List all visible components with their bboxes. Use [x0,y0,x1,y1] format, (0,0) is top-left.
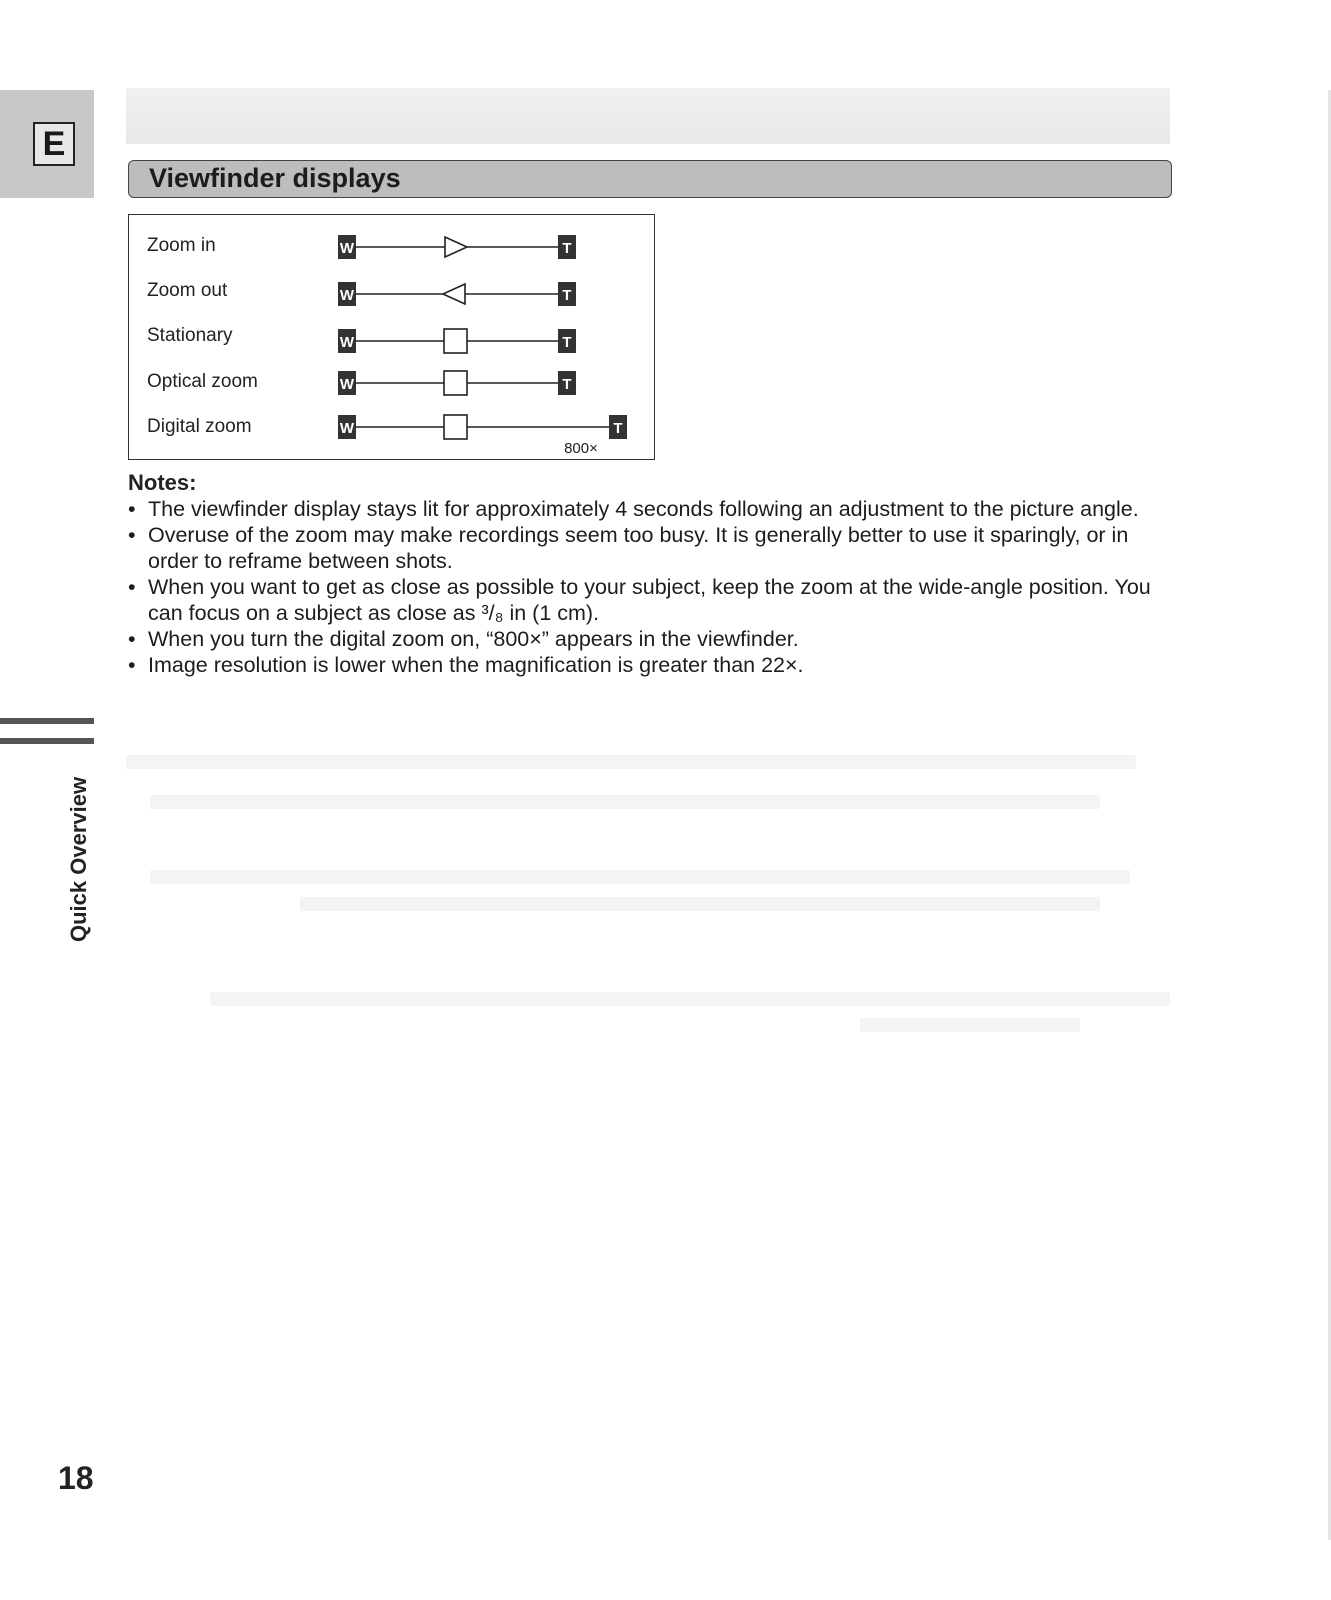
square-icon [444,371,467,395]
svg-text:W: W [339,287,355,304]
row-label-zoom-out: Zoom out [147,280,228,301]
section-side-label: Quick Overview [66,776,91,942]
language-indicator: E [33,122,75,166]
row-label-stationary: Stationary [147,325,233,346]
bleed-through-line [300,897,1100,911]
square-icon [444,329,467,353]
digital-zoom-value: 800× [564,440,598,457]
section-rule [0,718,94,724]
bleed-through-line [210,992,1170,1006]
svg-text:T: T [613,420,623,437]
svg-text:T: T [562,334,572,351]
svg-text:W: W [339,376,355,393]
note-item: • The viewfinder display stays lit for approximately 4 seconds following an adjustment to the picture angle. [128,496,1168,522]
page-number: 18 [58,1460,94,1496]
bleed-through-line [860,1018,1080,1032]
svg-text:T: T [562,240,572,257]
triangle-right-icon [445,237,467,257]
section-heading-bar [128,160,1172,198]
notes-title: Notes: [128,470,197,495]
zoom-bar-zoom-in [338,235,576,259]
zoom-bars-graphic [129,215,656,461]
svg-text:W: W [339,240,355,257]
note-item: • When you turn the digital zoom on, “800×” appears in the viewfinder. [128,626,1168,652]
zoom-bar-zoom-out [338,282,576,306]
square-icon [444,415,467,439]
row-label-digital-zoom: Digital zoom [147,416,252,437]
triangle-left-icon [443,284,465,304]
note-item: • Overuse of the zoom may make recordings seem too busy. It is generally better to use it sparingly, or in order to reframe between shots. [128,522,1168,574]
bleed-through-band [126,88,1170,144]
svg-text:T: T [562,287,572,304]
zoom-bar-optical-zoom [338,371,576,395]
svg-text:T: T [562,376,572,393]
zoom-bar-stationary [338,329,576,353]
section-rule [0,738,94,744]
bleed-through-line [126,755,1136,769]
notes-list [128,496,1168,678]
row-label-optical-zoom: Optical zoom [147,371,258,392]
bleed-through-line [150,870,1130,884]
viewfinder-zoom-table [128,214,655,460]
zoom-bar-digital-zoom [338,415,627,439]
svg-text:W: W [339,334,355,351]
bleed-through-line [150,795,1100,809]
note-item: • When you want to get as close as possible to your subject, keep the zoom at the wide-angle position. You can focus on a subject as close as ³/₈ in (1 cm). [128,574,1168,626]
row-label-zoom-in: Zoom in [147,235,216,256]
svg-text:W: W [339,420,355,437]
section-title: Viewfinder displays [149,163,401,193]
note-item: • Image resolution is lower when the magnification is greater than 22×. [128,652,1168,678]
